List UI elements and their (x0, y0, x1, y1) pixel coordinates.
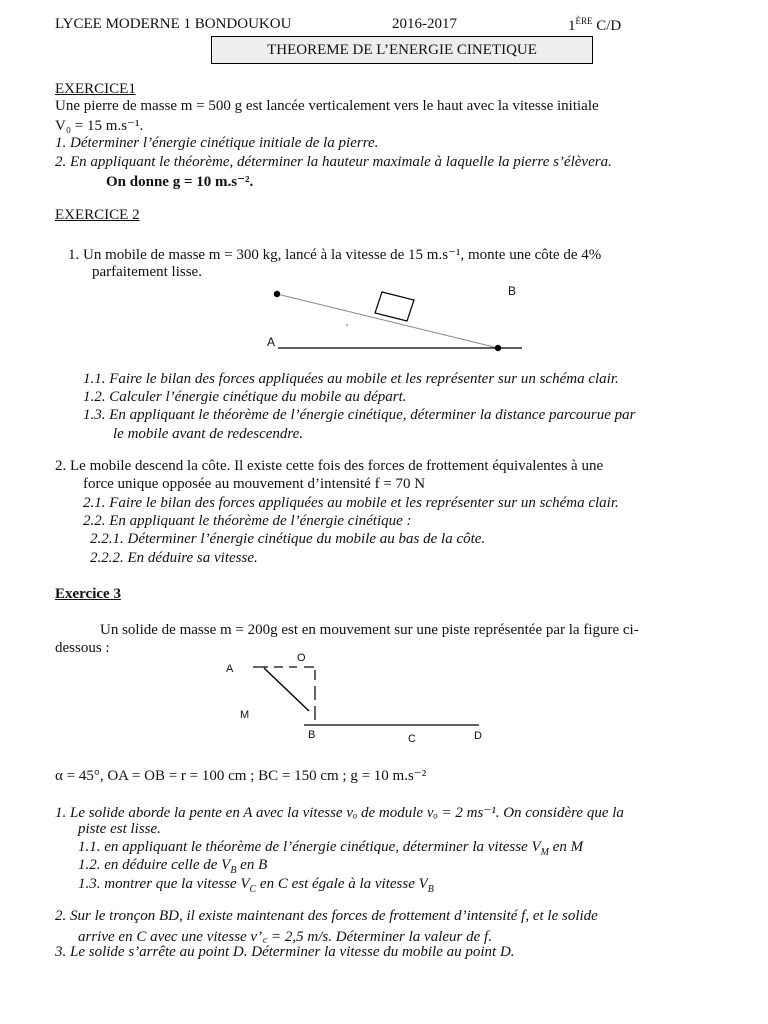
school-name: LYCEE MODERNE 1 BONDOUKOU (55, 16, 292, 32)
ex2-part1-line1: 1. Un mobile de masse m = 300 kg, lancé à la vitesse de 15 m.s⁻¹, monte une côte de 4% (68, 247, 602, 263)
ex2-q2-2: 2.2. En appliquant le théorème de l’énergie cinétique : (83, 513, 412, 529)
ex3-q1-2-end: en B (236, 857, 268, 873)
ex3-intro-line1: Un solide de masse m = 200g est en mouvement sur une piste représentée par la figure ci- (100, 622, 639, 638)
ex2-part1-line2: parfaitement lisse. (92, 264, 202, 280)
ex2-part2-line1: 2. Le mobile descend la côte. Il existe cette fois des forces de frottement équivalentes à une (55, 458, 604, 474)
ex3-q1-1-sub: M (540, 847, 549, 858)
ex2-part2-line2: force unique opposée au mouvement d’intensité f = 70 N (83, 476, 426, 492)
ex1-intro-line1: Une pierre de masse m = 500 g est lancée verticalement vers le haut avec la vitesse initiale (55, 98, 599, 114)
fig1-label-a: A (267, 335, 276, 349)
ex3-q1-1-text: 1.1. en appliquant le théorème de l’énergie cinétique, déterminer la vitesse V (78, 839, 541, 855)
ex3-q1-3-text: 1.3. montrer que la vitesse V (78, 876, 250, 892)
ex3-q1-2 (78, 857, 267, 876)
ex1-heading: EXERCICE1 (55, 81, 136, 97)
ramp-am (264, 668, 309, 711)
class-superscript: ÈRE (575, 16, 593, 26)
ex2-heading: EXERCICE 2 (55, 207, 140, 223)
ex3-q1-3-sub2: B (427, 884, 434, 895)
ex2-q1-3-line2: le mobile avant de redescendre. (113, 426, 304, 442)
school-year: 2016-2017 (392, 16, 457, 32)
fig2-label-a: A (226, 663, 234, 675)
ex3-q1-3-sub1: C (249, 884, 257, 895)
fig2-label-d: D (474, 730, 482, 742)
ex2-q2-2-2: 2.2.2. En déduire sa vitesse. (90, 550, 258, 566)
page-title: THEOREME DE L’ENERGIE CINETIQUE (267, 42, 537, 58)
ex3-q1-3 (78, 876, 434, 895)
ex2-q2-2-1: 2.2.1. Déterminer l’énergie cinétique du mobile au bas de la côte. (90, 531, 486, 547)
ex2-q1-3-line1: 1.3. En appliquant le théorème de l’énergie cinétique, déterminer la distance parcourue par (83, 407, 636, 423)
ex3-q1-2-text: 1.2. en déduire celle de V (78, 857, 231, 873)
ex1-question1: 1. Déterminer l’énergie cinétique initiale de la pierre. (55, 135, 379, 151)
fig2-label-c: C (408, 733, 416, 745)
fig2-label-m: M (240, 709, 250, 721)
fig2-label-b: B (308, 729, 316, 741)
class-series: C/D (592, 18, 622, 34)
ex1-intro-line2: V₀ = 15 m.s⁻¹. (55, 118, 144, 134)
ex3-intro-line2: dessous : (55, 640, 110, 656)
ex3-q1-line2: piste est lisse. (78, 821, 161, 837)
ex3-q3: 3. Le solide s’arrête au point D. Déterminer la vitesse du mobile au point D. (55, 944, 515, 960)
ex3-q1-1-end: en M (549, 839, 584, 855)
fig2-label-o: O (297, 652, 306, 664)
ex3-q1-2-sub: B (230, 865, 237, 876)
ex3-q1-1 (78, 839, 583, 858)
ex3-data-line: α = 45°, OA = OB = r = 100 cm ; BC = 150 cm ; g = 10 m.s⁻² (55, 768, 427, 784)
ex3-q2-line2: arrive en C avec une vitesse v’꜀ = 2,5 m/s. Déterminer la valeur de f. (78, 929, 492, 945)
ex1-given: On donne g = 10 m.s⁻². (106, 174, 254, 190)
ex2-q2-1: 2.1. Faire le bilan des forces appliquées au mobile et les représenter sur un schéma clair. (83, 495, 619, 511)
ex3-q2-line1: 2. Sur le tronçon BD, il existe maintenant des forces de frottement d’intensité f, et le solide (55, 908, 598, 924)
class-number: 1 (568, 18, 576, 34)
ex2-q1-1: 1.1. Faire le bilan des forces appliquées au mobile et les représenter sur un schéma clair. (83, 371, 619, 387)
ex3-q1-line1: 1. Le solide aborde la pente en A avec la vitesse vₒ de module vₒ = 2 ms⁻¹. On considère que la (55, 805, 624, 821)
ex2-q1-2: 1.2. Calculer l’énergie cinétique du mobile au départ. (83, 389, 407, 405)
ex3-heading: Exercice 3 (55, 586, 121, 602)
ex3-q1-3-mid: en C est égale à la vitesse V (256, 876, 428, 892)
fig1-label-b: B (508, 284, 517, 298)
ex1-question2: 2. En appliquant le théorème, déterminer la hauteur maximale à laquelle la pierre s’élèvera. (55, 154, 612, 170)
